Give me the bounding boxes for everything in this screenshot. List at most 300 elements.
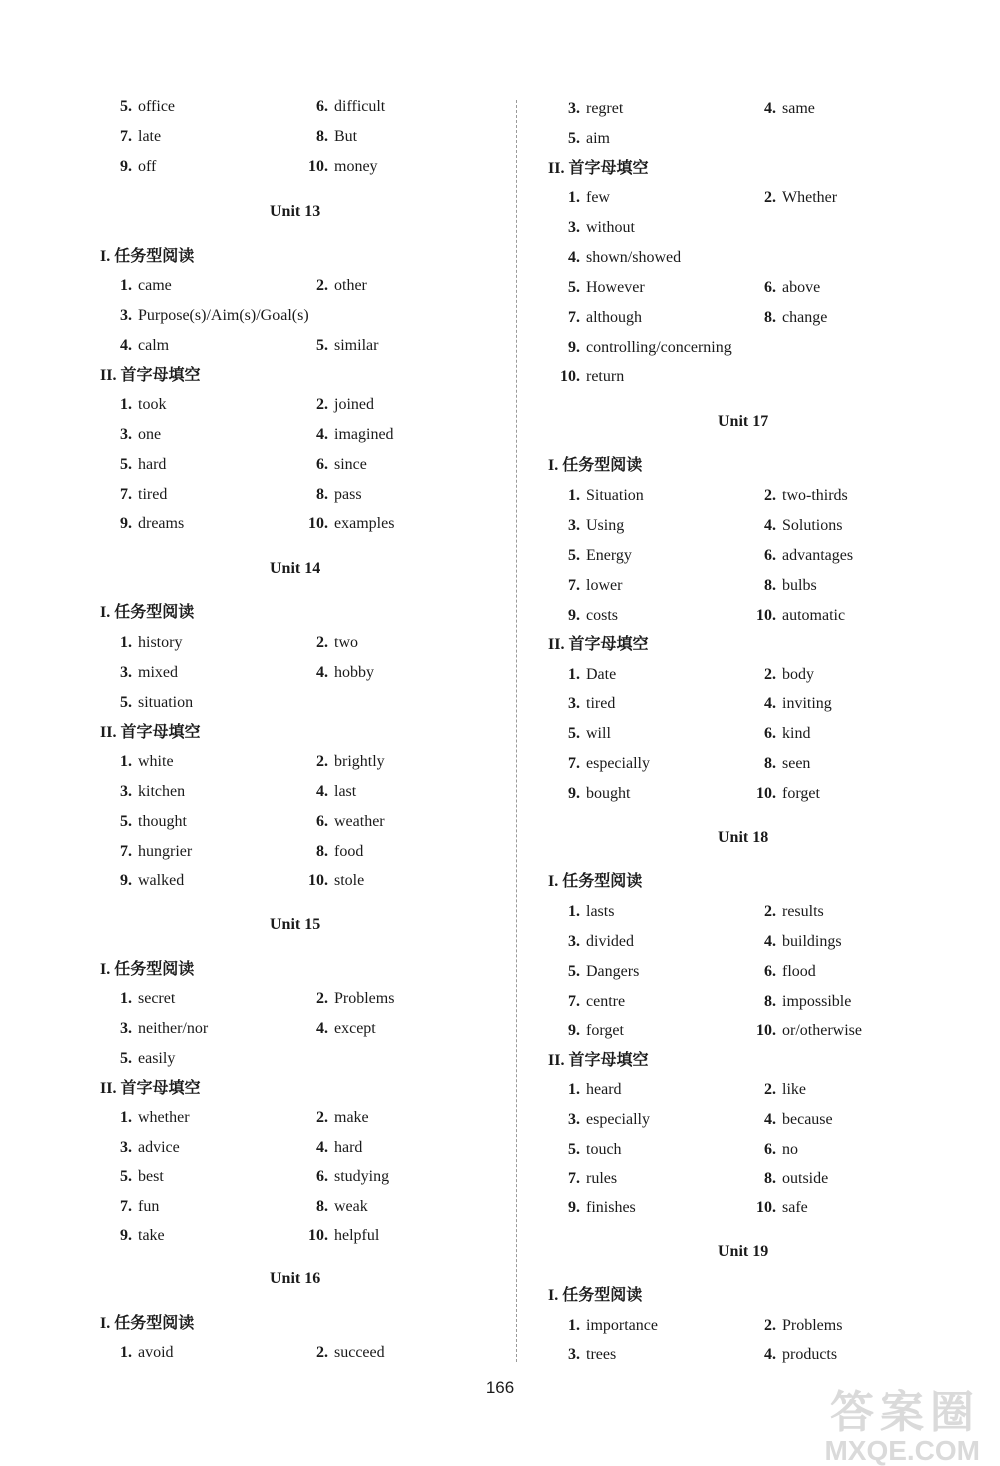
answer-text: touch: [586, 1141, 622, 1158]
answer-item: [110, 514, 184, 534]
answer-item: [558, 218, 635, 238]
answer-item: [306, 1019, 376, 1039]
section-title: 任务型阅读: [114, 959, 195, 978]
answer-text: mixed: [138, 664, 178, 681]
answer-item: [306, 127, 357, 147]
answer-item: [558, 248, 681, 268]
answer-text: products: [782, 1346, 838, 1363]
answer-number: 5.: [568, 547, 580, 564]
answer-text: body: [782, 666, 814, 683]
answer-item: [558, 1140, 622, 1160]
answer-item: [558, 367, 624, 387]
answer-text: hard: [138, 456, 167, 473]
answer-item: [754, 1110, 833, 1130]
answer-text: shown/showed: [586, 249, 682, 266]
answer-number: 8.: [764, 309, 776, 326]
answer-number: 3.: [120, 1020, 132, 1037]
answer-item: [754, 516, 842, 536]
answer-text: off: [138, 158, 157, 175]
answer-number: 4.: [316, 426, 328, 443]
section-heading: [548, 454, 642, 477]
answer-item: [558, 546, 632, 566]
section-title: 任务型阅读: [562, 455, 643, 474]
answer-item: [110, 157, 156, 177]
answer-text: without: [586, 219, 635, 236]
answer-number: 4.: [120, 337, 132, 354]
answer-number: 7.: [568, 1170, 580, 1187]
answer-number: 2.: [316, 277, 328, 294]
unit-heading: Unit 19: [718, 1243, 769, 1260]
answer-item: [754, 1345, 837, 1365]
answer-text: similar: [334, 337, 379, 354]
watermark-logo: [824, 1390, 980, 1466]
answer-item: [306, 633, 358, 653]
answer-text: results: [782, 903, 824, 920]
answer-item: [754, 278, 820, 298]
answer-text: neither/nor: [138, 1020, 209, 1037]
answer-number: 6.: [764, 279, 776, 296]
answer-text: inviting: [782, 695, 832, 712]
answer-item: [306, 871, 364, 891]
section-roman-numeral: I.: [100, 1315, 111, 1332]
unit-heading: Unit 13: [270, 203, 321, 220]
section-heading: [100, 601, 194, 624]
answer-text: hobby: [334, 664, 374, 681]
answer-number: 6.: [316, 1168, 328, 1185]
answer-text: brightly: [334, 753, 385, 770]
answer-item: [754, 1198, 808, 1218]
answer-text: studying: [334, 1168, 390, 1185]
answer-number: 2.: [764, 666, 776, 683]
answer-number: 10.: [308, 872, 328, 889]
answer-number: 3.: [120, 664, 132, 681]
section-title: 首字母填空: [568, 158, 649, 177]
answer-number: 1.: [568, 1317, 580, 1334]
answer-text: flood: [782, 963, 816, 980]
answer-text: Dangers: [586, 963, 640, 980]
answer-text: advice: [138, 1139, 180, 1156]
section-roman-numeral: II.: [100, 1080, 117, 1097]
section-heading: [100, 721, 200, 744]
answer-item: [558, 962, 639, 982]
answer-text: aim: [586, 130, 610, 147]
answer-text: Situation: [586, 487, 644, 504]
section-roman-numeral: I.: [100, 604, 111, 621]
answer-item: [306, 455, 367, 475]
answer-item: [110, 1108, 190, 1128]
answer-text: or/otherwise: [782, 1022, 862, 1039]
answer-text: whether: [138, 1109, 190, 1126]
answer-text: automatic: [782, 607, 846, 624]
answer-number: 10.: [756, 1022, 776, 1039]
section-roman-numeral: I.: [548, 1287, 559, 1304]
answer-text: helpful: [334, 1227, 380, 1244]
answer-number: 3.: [568, 517, 580, 534]
answer-text: best: [138, 1168, 164, 1185]
answer-item: [558, 1021, 624, 1041]
answer-number: 6.: [316, 813, 328, 830]
column-divider: [516, 100, 517, 1362]
answer-number: 4.: [316, 1139, 328, 1156]
answer-item: [558, 308, 642, 328]
unit-heading: Unit 15: [270, 916, 321, 933]
answer-number: 3.: [120, 426, 132, 443]
answer-item: [306, 989, 394, 1009]
answer-text: last: [334, 783, 357, 800]
answer-number: 4.: [764, 100, 776, 117]
section-title: 首字母填空: [120, 1078, 201, 1097]
answer-item: [306, 336, 378, 356]
answer-number: 1.: [568, 1081, 580, 1098]
answer-number: 4.: [316, 664, 328, 681]
answer-number: 3.: [568, 219, 580, 236]
answer-text: rules: [586, 1170, 618, 1187]
answer-text: succeed: [334, 1344, 385, 1361]
answer-text: white: [138, 753, 174, 770]
answer-text: impossible: [782, 993, 852, 1010]
answer-number: 5.: [120, 456, 132, 473]
answer-number: 2.: [764, 487, 776, 504]
section-title: 任务型阅读: [562, 1285, 643, 1304]
answer-number: 1.: [568, 487, 580, 504]
section-heading: [548, 157, 648, 180]
answer-number: 2.: [764, 1081, 776, 1098]
section-heading: [100, 1077, 200, 1100]
section-roman-numeral: II.: [548, 636, 565, 653]
answer-number: 2.: [316, 1109, 328, 1126]
answer-item: [558, 576, 622, 596]
answer-item: [306, 425, 394, 445]
answer-item: [558, 606, 618, 626]
answer-text: kitchen: [138, 783, 186, 800]
answer-text: Using: [586, 517, 625, 534]
section-roman-numeral: I.: [548, 457, 559, 474]
answer-item: [754, 188, 837, 208]
answer-item: [754, 724, 810, 744]
answer-number: 2.: [316, 753, 328, 770]
answer-text: buildings: [782, 933, 842, 950]
answer-item: [110, 1343, 174, 1363]
answer-number: 3.: [120, 783, 132, 800]
answer-item: [110, 455, 166, 475]
answer-item: [306, 1197, 368, 1217]
answer-text: lasts: [586, 903, 615, 920]
answer-text: costs: [586, 607, 618, 624]
answer-number: 1.: [120, 753, 132, 770]
answer-text: divided: [586, 933, 634, 950]
answer-text: outside: [782, 1170, 829, 1187]
answer-number: 4.: [764, 1346, 776, 1363]
answer-number: 5.: [120, 813, 132, 830]
answer-item: [110, 633, 182, 653]
answer-item: [306, 752, 385, 772]
answer-item: [558, 902, 614, 922]
answer-number: 5.: [120, 1168, 132, 1185]
answer-text: came: [138, 277, 172, 294]
answer-item: [110, 989, 175, 1009]
answer-number: 3.: [568, 1346, 580, 1363]
answer-text: Solutions: [782, 517, 843, 534]
answer-number: 5.: [120, 1050, 132, 1067]
answer-number: 1.: [120, 277, 132, 294]
answer-item: [110, 812, 187, 832]
answer-text: But: [334, 128, 358, 145]
answer-item: [306, 1167, 389, 1187]
answer-number: 1.: [120, 1344, 132, 1361]
answer-text: thought: [138, 813, 187, 830]
section-roman-numeral: II.: [548, 160, 565, 177]
answer-text: situation: [138, 694, 194, 711]
answer-item: [754, 1021, 862, 1041]
section-title: 任务型阅读: [114, 246, 195, 265]
answer-item: [754, 992, 851, 1012]
answer-item: [558, 516, 624, 536]
answer-number: 10.: [308, 515, 328, 532]
answer-item: [110, 693, 193, 713]
watermark-en: MXQE.COM: [824, 1435, 980, 1466]
answer-item: [754, 665, 814, 685]
section-title: 任务型阅读: [114, 1313, 195, 1332]
answer-number: 8.: [316, 486, 328, 503]
answer-number: 9.: [568, 785, 580, 802]
answer-number: 7.: [120, 486, 132, 503]
answer-text: same: [782, 100, 815, 117]
answer-item: [558, 1110, 650, 1130]
answer-text: late: [138, 128, 162, 145]
answer-number: 9.: [120, 515, 132, 532]
answer-item: [110, 276, 172, 296]
answer-number: 9.: [568, 1199, 580, 1216]
answer-number: 8.: [764, 993, 776, 1010]
answer-text: lower: [586, 577, 623, 594]
answer-item: [558, 694, 615, 714]
section-title: 首字母填空: [120, 722, 201, 741]
answer-text: forget: [782, 785, 820, 802]
answer-number: 3.: [568, 933, 580, 950]
answer-text: walked: [138, 872, 185, 889]
answer-text: because: [782, 1111, 833, 1128]
answer-item: [558, 1345, 616, 1365]
answer-number: 4.: [316, 1020, 328, 1037]
section-roman-numeral: I.: [548, 873, 559, 890]
answer-text: especially: [586, 755, 650, 772]
answer-item: [110, 1197, 159, 1217]
answer-number: 1.: [568, 903, 580, 920]
answer-number: 7.: [568, 755, 580, 772]
answer-number: 9.: [568, 339, 580, 356]
answer-number: 4.: [764, 695, 776, 712]
answer-item: [754, 99, 815, 119]
answer-item: [110, 663, 178, 683]
answer-text: hungrier: [138, 843, 193, 860]
answer-item: [558, 188, 610, 208]
answer-number: 7.: [120, 1198, 132, 1215]
answer-number: 6.: [316, 456, 328, 473]
answer-text: although: [586, 309, 642, 326]
answer-number: 9.: [568, 1022, 580, 1039]
answer-number: 3.: [568, 695, 580, 712]
answer-number: 2.: [316, 396, 328, 413]
answer-item: [306, 395, 374, 415]
answer-number: 8.: [316, 128, 328, 145]
answer-item: [110, 782, 185, 802]
section-heading: [100, 364, 200, 387]
section-title: 首字母填空: [120, 365, 201, 384]
answer-item: [110, 1226, 165, 1246]
answer-text: kind: [782, 725, 811, 742]
answer-item: [110, 485, 167, 505]
answer-number: 7.: [568, 309, 580, 326]
answer-text: took: [138, 396, 167, 413]
answer-number: 7.: [120, 843, 132, 860]
answer-item: [306, 842, 363, 862]
answer-number: 10.: [756, 1199, 776, 1216]
answer-item: [306, 1138, 362, 1158]
answer-text: return: [586, 368, 625, 385]
answer-number: 6.: [764, 725, 776, 742]
answer-text: weak: [334, 1198, 368, 1215]
answer-item: [558, 1169, 617, 1189]
answer-text: tired: [586, 695, 616, 712]
answer-text: take: [138, 1227, 165, 1244]
answer-text: no: [782, 1141, 798, 1158]
section-heading: [548, 1284, 642, 1307]
answer-text: tired: [138, 486, 168, 503]
answer-text: will: [586, 725, 611, 742]
answer-number: 5.: [120, 694, 132, 711]
answer-text: Whether: [782, 189, 838, 206]
section-roman-numeral: II.: [548, 1052, 565, 1069]
answer-number: 5.: [568, 725, 580, 742]
answer-number: 2.: [316, 990, 328, 1007]
answer-item: [754, 962, 816, 982]
answer-text: office: [138, 98, 176, 115]
answer-text: easily: [138, 1050, 176, 1067]
answer-text: especially: [586, 1111, 650, 1128]
answer-item: [306, 663, 374, 683]
answer-text: trees: [586, 1346, 617, 1363]
answer-number: 10.: [756, 607, 776, 624]
answer-number: 7.: [568, 993, 580, 1010]
answer-item: [110, 1138, 180, 1158]
answer-item: [306, 1343, 385, 1363]
answer-text: Purpose(s)/Aim(s)/Goal(s): [138, 307, 309, 324]
answer-text: other: [334, 277, 367, 294]
answer-number: 10.: [308, 158, 328, 175]
answer-text: pass: [334, 486, 362, 503]
answer-text: secret: [138, 990, 176, 1007]
section-roman-numeral: II.: [100, 724, 117, 741]
section-title: 任务型阅读: [562, 871, 643, 890]
answer-item: [754, 486, 848, 506]
answer-text: few: [586, 189, 610, 206]
answer-text: hard: [334, 1139, 363, 1156]
answer-number: 8.: [764, 1170, 776, 1187]
answer-number: 8.: [316, 843, 328, 860]
page-number: 166: [485, 1378, 515, 1397]
unit-heading: Unit 16: [270, 1270, 321, 1287]
answer-item: [754, 606, 845, 626]
answer-item: [754, 1080, 806, 1100]
answer-text: two: [334, 634, 358, 651]
answer-number: 5.: [568, 963, 580, 980]
answer-item: [110, 1049, 175, 1069]
answer-text: stole: [334, 872, 365, 889]
answer-text: examples: [334, 515, 395, 532]
answer-item: [110, 425, 161, 445]
section-heading: [548, 633, 648, 656]
unit-heading: Unit 18: [718, 829, 769, 846]
answer-item: [306, 782, 356, 802]
answer-item: [558, 338, 732, 358]
answer-number: 6.: [764, 963, 776, 980]
answer-item: [558, 992, 625, 1012]
answer-item: [306, 276, 367, 296]
answer-item: [110, 306, 309, 326]
answer-number: 7.: [120, 128, 132, 145]
answer-text: imagined: [334, 426, 394, 443]
answer-text: avoid: [138, 1344, 174, 1361]
answer-item: [306, 157, 378, 177]
answer-text: heard: [586, 1081, 622, 1098]
answer-item: [110, 1019, 208, 1039]
watermark-cn: 答案圈: [830, 1388, 980, 1437]
section-roman-numeral: II.: [100, 367, 117, 384]
answer-text: calm: [138, 337, 170, 354]
section-heading: [548, 1049, 648, 1072]
answer-item: [558, 724, 611, 744]
answer-number: 4.: [316, 783, 328, 800]
answer-number: 1.: [120, 990, 132, 1007]
section-heading: [100, 245, 194, 268]
answer-item: [306, 514, 394, 534]
answer-item: [558, 486, 644, 506]
answer-item: [754, 1316, 842, 1336]
answer-number: 8.: [316, 1198, 328, 1215]
answer-text: However: [586, 279, 645, 296]
unit-heading: Unit 14: [270, 560, 321, 577]
answer-number: 6.: [764, 547, 776, 564]
answer-number: 5.: [120, 98, 132, 115]
answer-number: 1.: [120, 396, 132, 413]
answer-item: [306, 1108, 369, 1128]
answer-text: change: [782, 309, 828, 326]
answer-item: [754, 1140, 798, 1160]
answer-text: money: [334, 158, 378, 175]
answer-item: [110, 842, 192, 862]
answer-item: [110, 752, 174, 772]
answer-text: Problems: [334, 990, 395, 1007]
section-title: 任务型阅读: [114, 602, 195, 621]
answer-number: 2.: [316, 1344, 328, 1361]
answer-text: fun: [138, 1198, 160, 1215]
answer-text: history: [138, 634, 183, 651]
answer-item: [110, 1167, 164, 1187]
answer-number: 6.: [764, 1141, 776, 1158]
answer-text: food: [334, 843, 364, 860]
answer-text: difficult: [334, 98, 386, 115]
answer-text: like: [782, 1081, 806, 1098]
answer-item: [558, 129, 610, 149]
answer-item: [558, 1316, 658, 1336]
section-roman-numeral: I.: [100, 248, 111, 265]
answer-item: [306, 485, 362, 505]
answer-item: [558, 754, 650, 774]
answer-text: bulbs: [782, 577, 817, 594]
answer-item: [754, 546, 853, 566]
answer-text: advantages: [782, 547, 854, 564]
answer-number: 5.: [568, 279, 580, 296]
